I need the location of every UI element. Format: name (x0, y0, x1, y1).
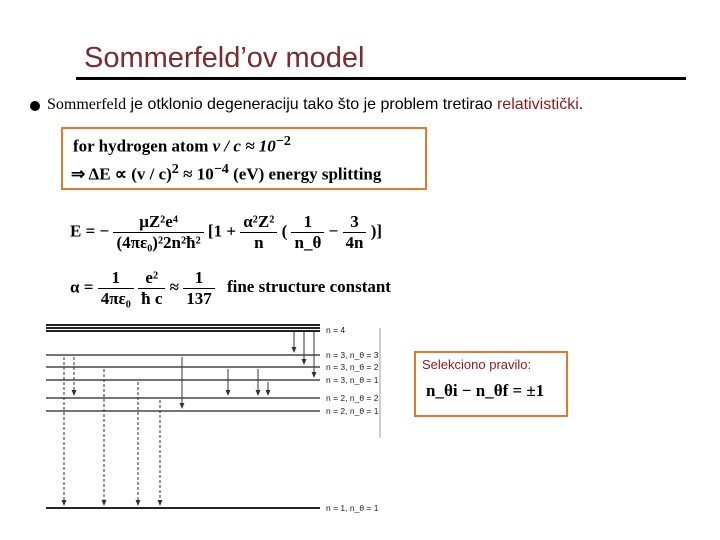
arrow-head (102, 500, 107, 506)
energy-level-diagram (42, 318, 387, 524)
paren-open: ( (281, 221, 288, 241)
energy-level-label: n = 3, n_θ = 3 (326, 350, 379, 360)
slide-title: Sommerfeld’ov model (84, 42, 365, 74)
selection-rule-box (414, 351, 568, 417)
bullet-text (47, 96, 583, 114)
energy-level-label: n = 3, n_θ = 2 (326, 362, 379, 372)
approximation-line-2 (71, 161, 381, 185)
bullet-accent: relativistički (496, 96, 579, 113)
bullet-end: . (578, 96, 584, 113)
arrow-head (302, 359, 307, 365)
alpha-lhs: α = (70, 277, 94, 297)
velocity-ratio: v / c ≈ 10 (212, 136, 276, 156)
arrow-head (72, 390, 77, 396)
energy-equation (70, 212, 382, 253)
arrow-head (226, 390, 231, 396)
alpha-equation (70, 268, 391, 309)
energy-level-label: n = 2, n_θ = 1 (326, 406, 379, 416)
approximation-box (61, 127, 427, 190)
selection-rule-label: Selekciono pravilo: (422, 357, 532, 372)
square-exponent: 2 (171, 161, 179, 177)
energy-fraction-2: $\frac{\text{α²Z²}}{n}$ (240, 212, 277, 253)
arrow-head (180, 403, 185, 409)
arrow-head (312, 372, 317, 378)
energy-lhs: E = − (70, 221, 110, 241)
alpha-fraction-2: $\frac{\text{e²}}{\text{ħ c}}$ (138, 268, 165, 309)
splitting-label: (eV) energy splitting (228, 164, 382, 184)
approx-sign: ≈ (169, 277, 179, 297)
splitting-exponent: −4 (213, 161, 229, 177)
title-underline (76, 77, 686, 80)
energy-fraction-1: $\frac{\text{μZ²e⁴}}{\text{(4πε₀)²2n²ħ²}}$ (113, 212, 203, 253)
energy-level-label: n = 4 (326, 325, 346, 335)
alpha-fraction-3: $\frac{1}{137}$ (183, 268, 215, 309)
velocity-exponent: −2 (275, 133, 291, 149)
energy-level-label: n = 3, n_θ = 1 (326, 375, 379, 385)
selection-rule-formula: n_θi − n_θf = ±1 (426, 381, 545, 400)
arrow-head (256, 390, 261, 396)
arrow-head (292, 347, 297, 353)
splitting-approx: ≈ 10 (178, 164, 214, 184)
hydrogen-label: for hydrogen atom (73, 136, 213, 156)
bracket-close: )] (370, 221, 383, 241)
minus-sign: − (328, 221, 339, 241)
bullet-lead: Sommerfeld (47, 96, 127, 113)
energy-level-label: n = 1, n_θ = 1 (326, 503, 379, 513)
energy-fraction-4: $\frac{3}{4n}$ (343, 212, 367, 253)
arrow-head (266, 390, 271, 396)
bracket-open: [1 + (207, 221, 237, 241)
bullet-body: je otklonio degeneraciju tako što je problem tretirao (126, 96, 497, 113)
alpha-fraction-1: $\frac{1}{\text{4πε₀}}$ (98, 268, 134, 309)
approximation-line-1 (73, 133, 291, 157)
energy-fraction-3: $\frac{1}{n\_\theta}$ (291, 212, 324, 253)
fine-structure-label: fine structure constant (226, 277, 391, 297)
energy-splitting-math: ⇒ ΔE ∝ (v / c) (71, 164, 172, 184)
arrow-head (158, 500, 163, 506)
energy-level-label: n = 2, n_θ = 2 (326, 393, 379, 403)
arrow-head (62, 500, 67, 506)
bullet-icon (30, 101, 40, 111)
arrow-head (136, 500, 141, 506)
